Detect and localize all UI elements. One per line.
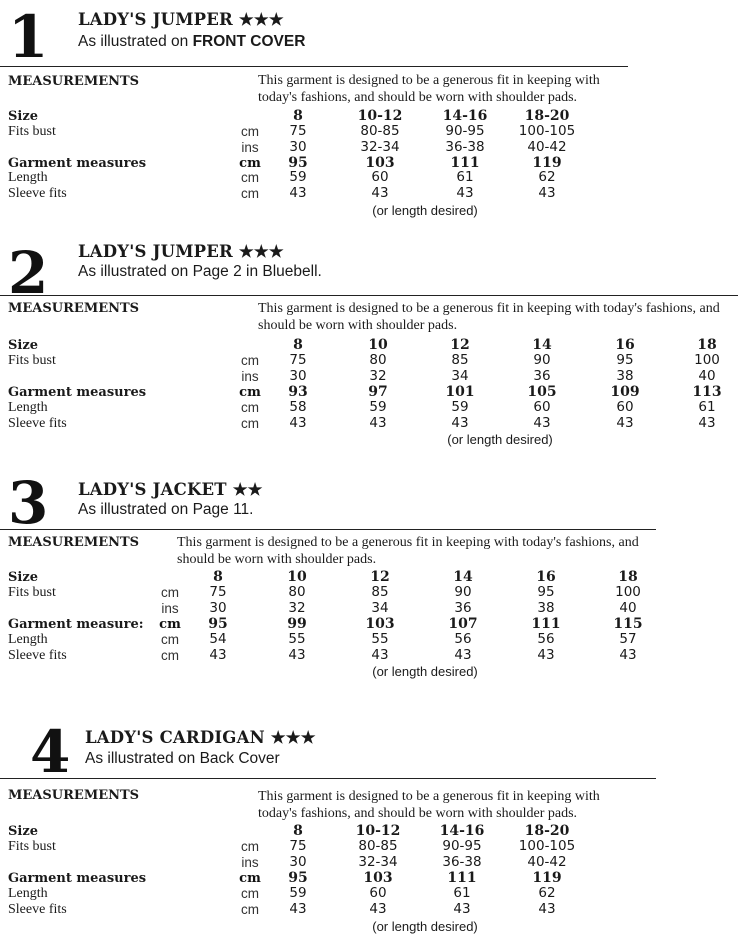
unit-label: cm <box>241 839 259 854</box>
fit-note: This garment is designed to be a generous fit in keeping with today's fashions, and should be worn with shoulder pads. <box>258 73 600 105</box>
table-cell: 32 <box>369 368 387 384</box>
table-cell: 75 <box>209 584 227 600</box>
row-label: Fits bust <box>8 839 56 854</box>
row-label: Garment measures <box>8 385 147 400</box>
table-cell: 95 <box>537 584 555 600</box>
pattern-number: 3 <box>8 469 49 537</box>
row-label: Size <box>8 570 38 585</box>
title-text: LADY'S JUMPER <box>78 10 239 29</box>
table-cell: 111 <box>531 616 561 632</box>
table-cell: 40 <box>619 600 637 616</box>
table-cell: 75 <box>289 838 307 854</box>
table-cell: 36 <box>533 368 551 384</box>
table-cell: 103 <box>365 616 395 632</box>
table-cell: 95 <box>616 352 634 368</box>
table-cell: 75 <box>289 123 307 139</box>
unit-label: cm <box>241 400 259 415</box>
table-cell: 58 <box>289 399 307 415</box>
size-header: 8 <box>213 569 223 585</box>
title-text: LADY'S JUMPER <box>78 242 239 261</box>
size-header: 18 <box>618 569 638 585</box>
table-cell: 30 <box>289 854 307 870</box>
row-label: Length <box>8 886 48 901</box>
pattern-subtitle <box>78 501 254 519</box>
size-header: 16 <box>615 337 635 353</box>
size-header: 14-16 <box>442 108 488 124</box>
pattern-title <box>78 10 284 29</box>
table-cell: 30 <box>289 368 307 384</box>
fit-note: This garment is designed to be a generous fit in keeping with today's fashions, and should be worn with shoulder pads. <box>177 535 639 567</box>
length-note: (or length desired) <box>447 432 553 447</box>
size-header: 8 <box>293 823 303 839</box>
section-divider <box>0 529 656 530</box>
pattern-title <box>85 728 316 747</box>
table-cell: 43 <box>698 415 716 431</box>
table-cell: 103 <box>365 155 395 171</box>
table-cell: 34 <box>451 368 469 384</box>
size-header: 12 <box>450 337 470 353</box>
subtitle-text: As illustrated on <box>78 33 193 50</box>
row-label: Fits bust <box>8 585 56 600</box>
table-cell: 95 <box>208 616 228 632</box>
subtitle-text: As illustrated on Page 2 in Bluebell. <box>78 263 322 280</box>
table-cell: 43 <box>369 901 387 917</box>
table-cell: 103 <box>363 870 393 886</box>
unit-label: cm <box>241 353 259 368</box>
table-cell: 43 <box>616 415 634 431</box>
table-cell: 43 <box>453 901 471 917</box>
table-cell: 80-85 <box>360 123 400 139</box>
row-label: Sleeve fits <box>8 416 67 431</box>
pattern-number: 4 <box>30 718 71 786</box>
table-cell: 30 <box>209 600 227 616</box>
table-cell: 90 <box>454 584 472 600</box>
table-cell: 36 <box>454 600 472 616</box>
table-cell: 62 <box>538 885 556 901</box>
table-cell: 93 <box>288 384 308 400</box>
length-note: (or length desired) <box>372 203 478 218</box>
unit-label: cm <box>241 902 259 917</box>
table-cell: 80 <box>288 584 306 600</box>
row-label: Size <box>8 338 38 353</box>
table-cell: 43 <box>538 901 556 917</box>
unit-label: ins <box>241 140 259 155</box>
measurements-heading: MEASUREMENTS <box>8 301 140 316</box>
pattern-subtitle <box>85 750 280 768</box>
size-header: 10-12 <box>357 108 403 124</box>
row-label: Sleeve fits <box>8 902 67 917</box>
size-header: 10 <box>287 569 307 585</box>
subtitle-emphasis: FRONT COVER <box>192 33 306 50</box>
measurements-heading: MEASUREMENTS <box>8 74 140 89</box>
table-cell: 43 <box>209 647 227 663</box>
title-text: LADY'S JACKET <box>78 480 233 499</box>
size-header: 10-12 <box>355 823 401 839</box>
length-note: (or length desired) <box>372 664 478 679</box>
section-divider <box>0 66 628 67</box>
difficulty-stars: ★★★ <box>238 10 284 29</box>
table-cell: 61 <box>453 885 471 901</box>
row-label: Length <box>8 170 48 185</box>
table-cell: 95 <box>288 155 308 171</box>
unit-label: cm <box>161 585 179 600</box>
fit-note: This garment is designed to be a generous fit in keeping with today's fashions, and should be worn with shoulder pads. <box>258 789 600 821</box>
table-cell: 60 <box>369 885 387 901</box>
row-label: Garment measures <box>8 156 147 171</box>
table-cell: 62 <box>538 169 556 185</box>
table-cell: 43 <box>371 185 389 201</box>
unit-label: cm <box>241 170 259 185</box>
table-cell: 43 <box>289 415 307 431</box>
pattern-subtitle <box>78 263 322 281</box>
subtitle-text: As illustrated on Page 11. <box>78 501 254 518</box>
size-header: 8 <box>293 108 303 124</box>
row-label: Sleeve fits <box>8 186 67 201</box>
table-cell: 100 <box>615 584 641 600</box>
table-cell: 32 <box>288 600 306 616</box>
size-header: 8 <box>293 337 303 353</box>
table-cell: 32-34 <box>358 854 398 870</box>
pattern-section-1 <box>0 0 738 236</box>
table-cell: 119 <box>532 870 562 886</box>
row-label: Length <box>8 632 48 647</box>
table-cell: 43 <box>289 901 307 917</box>
table-cell: 60 <box>371 169 389 185</box>
pattern-number: 2 <box>8 239 49 307</box>
table-cell: 59 <box>369 399 387 415</box>
row-label: Sleeve fits <box>8 648 67 663</box>
table-cell: 56 <box>454 631 472 647</box>
table-cell: 107 <box>448 616 478 632</box>
size-header: 18 <box>697 337 717 353</box>
unit-label: cm <box>239 871 261 886</box>
unit-label: cm <box>241 886 259 901</box>
table-cell: 90 <box>533 352 551 368</box>
size-header: 14 <box>532 337 552 353</box>
pattern-number: 1 <box>8 3 49 71</box>
unit-label: cm <box>159 617 181 632</box>
unit-label: ins <box>241 369 259 384</box>
table-cell: 85 <box>371 584 389 600</box>
table-cell: 43 <box>456 185 474 201</box>
fit-note: This garment is designed to be a generous fit in keeping with today's fashions, and should be worn with shoulder pads. <box>258 301 720 333</box>
table-cell: 95 <box>288 870 308 886</box>
table-cell: 111 <box>450 155 480 171</box>
table-cell: 43 <box>288 647 306 663</box>
table-cell: 43 <box>371 647 389 663</box>
size-header: 18-20 <box>524 823 570 839</box>
table-cell: 90-95 <box>442 838 482 854</box>
table-cell: 85 <box>451 352 469 368</box>
difficulty-stars: ★★ <box>232 480 263 499</box>
table-cell: 43 <box>537 647 555 663</box>
table-cell: 43 <box>454 647 472 663</box>
table-cell: 36-38 <box>445 139 485 155</box>
table-cell: 32-34 <box>360 139 400 155</box>
size-header: 18-20 <box>524 108 570 124</box>
row-label: Length <box>8 400 48 415</box>
table-cell: 43 <box>451 415 469 431</box>
table-cell: 57 <box>619 631 637 647</box>
table-cell: 100-105 <box>518 123 576 139</box>
table-cell: 43 <box>533 415 551 431</box>
unit-label: cm <box>241 186 259 201</box>
unit-label: cm <box>161 648 179 663</box>
length-note: (or length desired) <box>372 919 478 934</box>
table-cell: 101 <box>445 384 475 400</box>
table-cell: 43 <box>289 185 307 201</box>
table-cell: 36-38 <box>442 854 482 870</box>
row-label: Fits bust <box>8 353 56 368</box>
table-cell: 30 <box>289 139 307 155</box>
table-cell: 80 <box>369 352 387 368</box>
table-cell: 115 <box>613 616 643 632</box>
table-cell: 60 <box>533 399 551 415</box>
measurements-heading: MEASUREMENTS <box>8 788 140 803</box>
table-cell: 54 <box>209 631 227 647</box>
section-divider <box>0 778 656 779</box>
difficulty-stars: ★★★ <box>238 242 284 261</box>
subtitle-text: As illustrated on Back Cover <box>85 750 280 767</box>
table-cell: 59 <box>289 885 307 901</box>
unit-label: ins <box>241 855 259 870</box>
pattern-title <box>78 242 284 261</box>
table-cell: 55 <box>371 631 389 647</box>
unit-label: cm <box>239 156 261 171</box>
table-cell: 61 <box>698 399 716 415</box>
unit-label: cm <box>239 385 261 400</box>
table-cell: 40 <box>698 368 716 384</box>
table-cell: 59 <box>289 169 307 185</box>
table-cell: 61 <box>456 169 474 185</box>
table-cell: 100 <box>694 352 720 368</box>
table-cell: 55 <box>288 631 306 647</box>
pattern-section-3 <box>0 469 738 708</box>
table-cell: 113 <box>692 384 722 400</box>
table-cell: 100-105 <box>518 838 576 854</box>
table-cell: 60 <box>616 399 634 415</box>
size-header: 14-16 <box>439 823 485 839</box>
size-header: 14 <box>453 569 473 585</box>
table-cell: 80-85 <box>358 838 398 854</box>
table-cell: 59 <box>451 399 469 415</box>
table-cell: 111 <box>447 870 477 886</box>
size-header: 10 <box>368 337 388 353</box>
table-cell: 43 <box>538 185 556 201</box>
table-cell: 99 <box>287 616 307 632</box>
pattern-subtitle <box>78 33 305 51</box>
row-label: Garment measure: <box>8 617 144 632</box>
table-cell: 105 <box>527 384 557 400</box>
row-label: Fits bust <box>8 124 56 139</box>
table-cell: 43 <box>619 647 637 663</box>
table-cell: 40-42 <box>527 139 567 155</box>
table-cell: 34 <box>371 600 389 616</box>
title-text: LADY'S CARDIGAN <box>85 728 271 747</box>
table-cell: 56 <box>537 631 555 647</box>
pattern-title <box>78 480 263 499</box>
row-label: Size <box>8 824 38 839</box>
table-cell: 43 <box>369 415 387 431</box>
table-cell: 109 <box>610 384 640 400</box>
section-divider <box>0 295 738 296</box>
table-cell: 97 <box>368 384 388 400</box>
table-cell: 119 <box>532 155 562 171</box>
row-label: Size <box>8 109 38 124</box>
unit-label: cm <box>241 416 259 431</box>
unit-label: ins <box>161 601 179 616</box>
unit-label: cm <box>161 632 179 647</box>
measurements-heading: MEASUREMENTS <box>8 535 140 550</box>
table-cell: 38 <box>537 600 555 616</box>
table-cell: 38 <box>616 368 634 384</box>
row-label: Garment measures <box>8 871 147 886</box>
difficulty-stars: ★★★ <box>270 728 316 747</box>
unit-label: cm <box>241 124 259 139</box>
pattern-section-2 <box>0 236 738 472</box>
table-cell: 40-42 <box>527 854 567 870</box>
table-cell: 90-95 <box>445 123 485 139</box>
size-header: 16 <box>536 569 556 585</box>
table-cell: 75 <box>289 352 307 368</box>
size-header: 12 <box>370 569 390 585</box>
pattern-section-4 <box>0 708 738 944</box>
